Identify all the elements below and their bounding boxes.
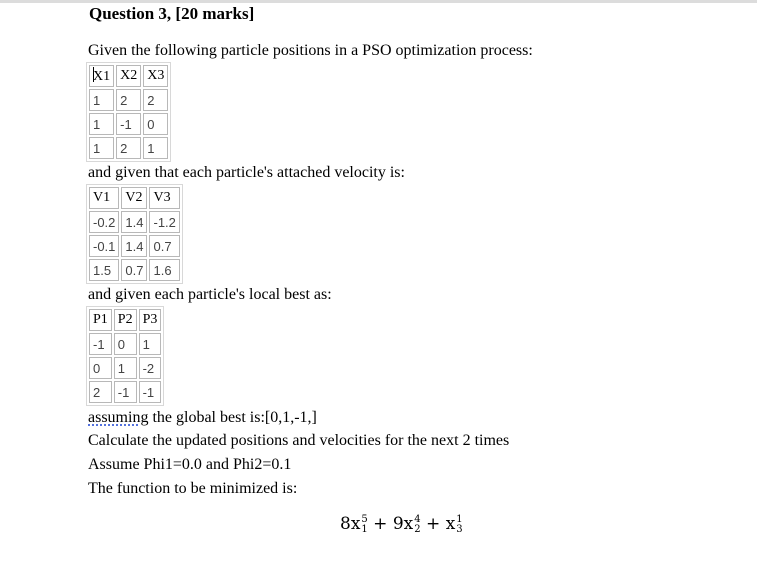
table-cell[interactable]: 1.6 — [149, 259, 179, 281]
table-cell[interactable]: 1.4 — [121, 211, 147, 233]
table-cell[interactable]: 0 — [114, 333, 137, 355]
table-cell[interactable]: 1.4 — [121, 235, 147, 257]
table-row — [89, 211, 180, 233]
table-cell[interactable]: -1 — [114, 381, 137, 403]
table-cell[interactable]: 0 — [143, 113, 168, 135]
local-best-header-p2[interactable]: P2 — [114, 309, 137, 331]
local-best-table — [86, 306, 164, 406]
table-cell[interactable]: 0.7 — [149, 235, 179, 257]
table-cell[interactable]: 1 — [139, 333, 162, 355]
velocities-header-v2[interactable]: V2 — [121, 187, 147, 209]
table-cell[interactable]: -0.2 — [89, 211, 119, 233]
table-cell[interactable]: 1 — [89, 137, 114, 159]
table-cell[interactable]: 2 — [116, 137, 141, 159]
table-cell[interactable]: -2 — [139, 357, 162, 379]
table-cell[interactable]: 0 — [89, 357, 112, 379]
velocity-intro-text: and given that each particle's attached velocity is: — [88, 164, 405, 181]
objective-formula: 8x 5 1 + 9x 4 2 + x 1 3 — [340, 514, 463, 535]
table-cell[interactable]: -1 — [116, 113, 141, 135]
table-cell[interactable]: 2 — [116, 89, 141, 111]
table-cell[interactable]: -1 — [89, 333, 112, 355]
spellcheck-word[interactable]: assuming — [88, 409, 149, 426]
table-cell[interactable]: 1.5 — [89, 259, 119, 281]
table-row — [89, 137, 168, 159]
positions-table — [86, 62, 171, 162]
table-cell[interactable]: -1.2 — [149, 211, 179, 233]
velocities-header-v3[interactable]: V3 — [149, 187, 179, 209]
positions-header-x2[interactable]: X2 — [116, 65, 141, 87]
positions-header-x3[interactable]: X3 — [143, 65, 168, 87]
table-cell[interactable]: 0.7 — [121, 259, 147, 281]
global-best-text: assuming the global best is:[0,1,-1,] — [88, 409, 317, 426]
table-cell[interactable]: 1 — [89, 89, 114, 111]
table-row — [89, 333, 161, 355]
table-cell[interactable]: -0.1 — [89, 235, 119, 257]
positions-header-x1[interactable]: X1 — [89, 65, 114, 87]
table-row — [89, 235, 180, 257]
top-edge — [0, 0, 757, 3]
localbest-intro-text: and given each particle's local best as: — [88, 286, 332, 303]
intro-text: Given the following particle positions in a PSO optimization process: — [88, 42, 533, 59]
table-cell[interactable]: 1 — [143, 137, 168, 159]
table-row — [89, 89, 168, 111]
question-title: Question 3, [20 marks] — [89, 4, 255, 23]
table-row — [89, 259, 180, 281]
assume-text: Assume Phi1=0.0 and Phi2=0.1 — [88, 456, 292, 473]
calculate-text: Calculate the updated positions and velocities for the next 2 times — [88, 432, 510, 449]
local-best-header-p1[interactable]: P1 — [89, 309, 112, 331]
table-cell[interactable]: 2 — [143, 89, 168, 111]
local-best-header-p3[interactable]: P3 — [139, 309, 162, 331]
table-cell[interactable]: 1 — [114, 357, 137, 379]
table-row — [89, 113, 168, 135]
velocities-header-v1[interactable]: V1 — [89, 187, 119, 209]
table-row — [89, 357, 161, 379]
table-cell[interactable]: 2 — [89, 381, 112, 403]
function-label: The function to be minimized is: — [88, 480, 298, 497]
table-row — [89, 381, 161, 403]
table-cell[interactable]: -1 — [139, 381, 162, 403]
velocities-table — [86, 184, 183, 284]
table-cell[interactable]: 1 — [89, 113, 114, 135]
